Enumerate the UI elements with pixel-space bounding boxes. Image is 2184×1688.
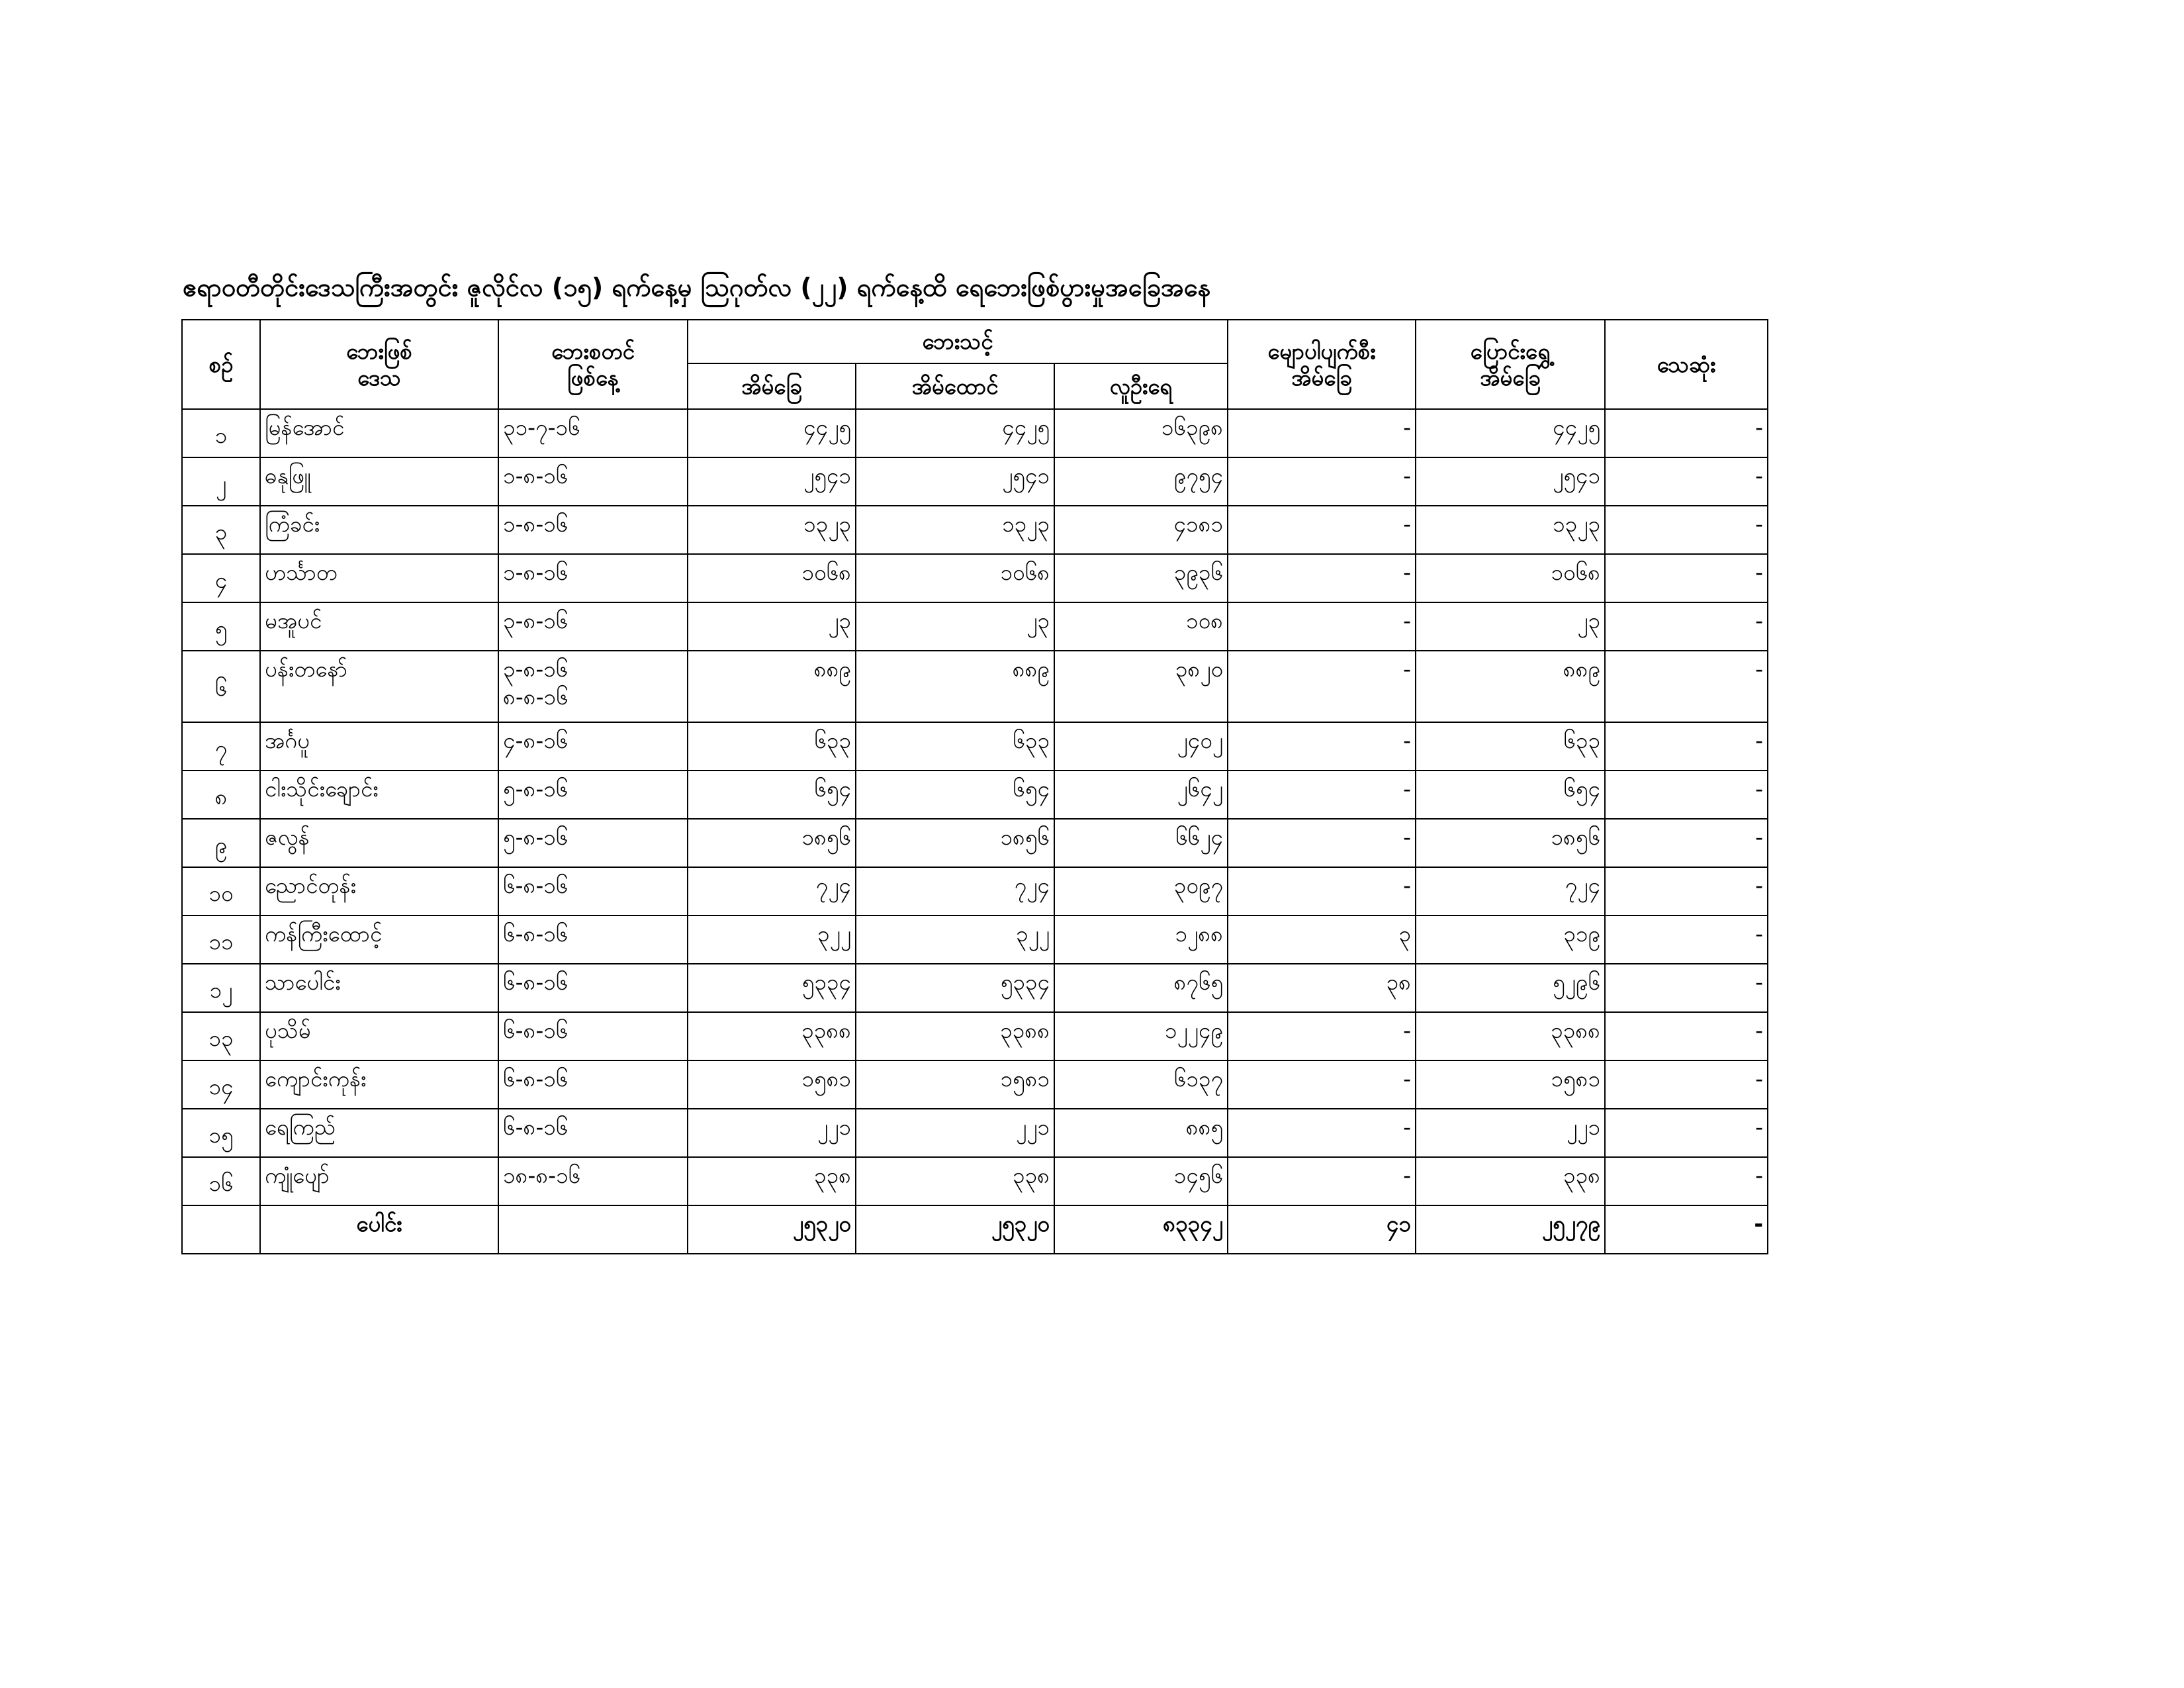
header-lost-houses: [1228, 320, 1416, 409]
cell-no: ၁၄: [182, 1060, 260, 1109]
cell-date: ၃၁-၇-၁၆: [498, 409, 688, 457]
cell-lost: -: [1228, 457, 1416, 506]
table-row: [182, 651, 1768, 722]
cell-no: ၄: [182, 554, 260, 602]
header-deaths: သေဆုံး: [1605, 320, 1768, 409]
cell-date: [498, 651, 688, 722]
cell-families: ၁၈၅၆: [856, 819, 1054, 867]
table-row: [182, 602, 1768, 651]
cell-no: ၂: [182, 457, 260, 506]
header-no: စဥ်: [182, 320, 260, 409]
cell-families: ၇၂၄: [856, 867, 1054, 915]
total-moved: ၂၅၂၇၉: [1416, 1205, 1605, 1254]
cell-date-empty: [498, 1205, 688, 1254]
cell-moved: ၆၃၃: [1416, 722, 1605, 771]
cell-lost: -: [1228, 554, 1416, 602]
cell-households: ၂၃: [688, 602, 856, 651]
header-area-line2: ဒေသ: [357, 364, 401, 391]
cell-lost: -: [1228, 651, 1416, 722]
cell-moved: ၁၈၅၆: [1416, 819, 1605, 867]
cell-households: ၂၅၄၁: [688, 457, 856, 506]
cell-population: ၁၂၈၈: [1054, 915, 1228, 964]
total-row: [182, 1205, 1768, 1254]
cell-families: ၆၃၃: [856, 722, 1054, 771]
cell-no: ၇: [182, 722, 260, 771]
cell-area: ညောင်တုန်း: [260, 867, 498, 915]
cell-families: ၂၃: [856, 602, 1054, 651]
cell-lost: -: [1228, 1109, 1416, 1157]
cell-households: ၂၂၁: [688, 1109, 856, 1157]
header-area-line1: ဘေးဖြစ်: [346, 338, 412, 364]
cell-deaths: -: [1605, 819, 1768, 867]
cell-moved: ၃၃၈: [1416, 1157, 1605, 1205]
cell-lost: -: [1228, 1012, 1416, 1060]
cell-lost: -: [1228, 506, 1416, 554]
cell-population: ၆၁၃၇: [1054, 1060, 1228, 1109]
cell-families: ၅၃၃၄: [856, 964, 1054, 1012]
cell-households: ၈၈၉: [688, 651, 856, 722]
cell-area: ကြံခင်း: [260, 506, 498, 554]
cell-deaths: -: [1605, 1060, 1768, 1109]
cell-population: ၆၆၂၄: [1054, 819, 1228, 867]
cell-households: ၆၅၄: [688, 771, 856, 819]
cell-area: ပန်းတနော်: [260, 651, 498, 722]
cell-households: ၃၃၈: [688, 1157, 856, 1205]
cell-families: ၆၅၄: [856, 771, 1054, 819]
cell-deaths: -: [1605, 1157, 1768, 1205]
table-row: [182, 964, 1768, 1012]
cell-households: ၃၃၈၈: [688, 1012, 856, 1060]
header-lost-line1: မျောပါပျက်စီး: [1267, 338, 1376, 364]
cell-no-empty: [182, 1205, 260, 1254]
cell-deaths: -: [1605, 651, 1768, 722]
cell-lost: -: [1228, 722, 1416, 771]
cell-families: ၃၃၈: [856, 1157, 1054, 1205]
cell-moved: ၃၁၉: [1416, 915, 1605, 964]
cell-date: ၄-၈-၁၆: [498, 722, 688, 771]
cell-date: ၆-၈-၁၆: [498, 1109, 688, 1157]
cell-deaths: -: [1605, 506, 1768, 554]
header-moved-houses: [1416, 320, 1605, 409]
cell-households: ၁၀၆၈: [688, 554, 856, 602]
cell-moved: ၈၈၉: [1416, 651, 1605, 722]
total-deaths: -: [1605, 1205, 1768, 1254]
header-start-line2: ဖြစ်နေ့: [567, 364, 619, 391]
cell-deaths: -: [1605, 771, 1768, 819]
cell-moved: ၅၂၉၆: [1416, 964, 1605, 1012]
cell-population: ၈၇၆၅: [1054, 964, 1228, 1012]
cell-date: ၆-၈-၁၆: [498, 1060, 688, 1109]
cell-moved: ၄၄၂၅: [1416, 409, 1605, 457]
cell-households: ၆၃၃: [688, 722, 856, 771]
cell-date: ၆-၈-၁၆: [498, 867, 688, 915]
cell-no: ၈: [182, 771, 260, 819]
cell-date: ၁၈-၈-၁၆: [498, 1157, 688, 1205]
cell-deaths: -: [1605, 964, 1768, 1012]
cell-deaths: -: [1605, 409, 1768, 457]
cell-date: ၁-၈-၁၆: [498, 457, 688, 506]
total-families: ၂၅၃၂၀: [856, 1205, 1054, 1254]
cell-area: ပုသိမ်: [260, 1012, 498, 1060]
cell-no: ၁: [182, 409, 260, 457]
cell-date: ၅-၈-၁၆: [498, 819, 688, 867]
table-row: [182, 722, 1768, 771]
cell-deaths: -: [1605, 1109, 1768, 1157]
cell-area: ရေကြည်: [260, 1109, 498, 1157]
cell-population: ၁၆၃၉၈: [1054, 409, 1228, 457]
cell-area: ကန်ကြီးထောင့်: [260, 915, 498, 964]
cell-families: ၃၂၂: [856, 915, 1054, 964]
cell-no: ၁၂: [182, 964, 260, 1012]
header-families: အိမ်ထောင်: [856, 363, 1054, 409]
cell-moved: ၁၅၈၁: [1416, 1060, 1605, 1109]
cell-no: ၉: [182, 819, 260, 867]
cell-area: အင်္ဂပူ: [260, 722, 498, 771]
table-row: [182, 771, 1768, 819]
cell-no: ၁၃: [182, 1012, 260, 1060]
cell-households: ၁၃၂၃: [688, 506, 856, 554]
cell-area: သာပေါင်း: [260, 964, 498, 1012]
cell-date: ၁-၈-၁၆: [498, 554, 688, 602]
cell-population: ၃၀၉၇: [1054, 867, 1228, 915]
header-row-1: [182, 320, 1768, 363]
cell-moved: ၂၃: [1416, 602, 1605, 651]
cell-deaths: -: [1605, 722, 1768, 771]
header-moved-line1: ပြောင်းရွှေ့: [1470, 338, 1551, 364]
cell-date-line2: ၈-၈-၁၆: [503, 684, 569, 710]
cell-population: ၂၄၀၂: [1054, 722, 1228, 771]
total-lost: ၄၁: [1228, 1205, 1416, 1254]
cell-lost: -: [1228, 1060, 1416, 1109]
cell-area: ဇလွန်: [260, 819, 498, 867]
cell-households: ၁၅၈၁: [688, 1060, 856, 1109]
cell-deaths: -: [1605, 1012, 1768, 1060]
cell-families: ၄၄၂၅: [856, 409, 1054, 457]
cell-moved: ၃၃၈၈: [1416, 1012, 1605, 1060]
table-row: [182, 554, 1768, 602]
cell-date: ၁-၈-၁၆: [498, 506, 688, 554]
cell-no: ၅: [182, 602, 260, 651]
cell-area: မအူပင်: [260, 602, 498, 651]
cell-lost: ၃၈: [1228, 964, 1416, 1012]
cell-lost: -: [1228, 771, 1416, 819]
table-row: [182, 867, 1768, 915]
cell-moved: ၇၂၄: [1416, 867, 1605, 915]
table-row: [182, 819, 1768, 867]
cell-date: ၆-၈-၁၆: [498, 915, 688, 964]
cell-population: ၁၂၂၄၉: [1054, 1012, 1228, 1060]
cell-no: ၆: [182, 651, 260, 722]
cell-area: ဟင်္သာတ: [260, 554, 498, 602]
cell-area: ကျုံပျော်: [260, 1157, 498, 1205]
cell-population: ၁၀၈: [1054, 602, 1228, 651]
cell-population: ၈၈၅: [1054, 1109, 1228, 1157]
cell-families: ၃၃၈၈: [856, 1012, 1054, 1060]
cell-deaths: -: [1605, 457, 1768, 506]
cell-area: မြန်အောင်: [260, 409, 498, 457]
cell-families: ၁၅၈၁: [856, 1060, 1054, 1109]
cell-date: ၅-၈-၁၆: [498, 771, 688, 819]
cell-date: ၆-၈-၁၆: [498, 1012, 688, 1060]
cell-lost: -: [1228, 819, 1416, 867]
page-title: ဧရာဝတီတိုင်းဒေသကြီးအတွင်း ဇူလိုင်လ (၁၅) ရက်နေ့မှ ဩဂုတ်လ (၂၂) ရက်နေ့ထိ ရေဘေးဖြစ်ပွားမှုအခြေအနေ: [183, 273, 1211, 302]
cell-moved: ၆၅၄: [1416, 771, 1605, 819]
cell-deaths: -: [1605, 915, 1768, 964]
cell-population: ၁၄၅၆: [1054, 1157, 1228, 1205]
cell-no: ၁၅: [182, 1109, 260, 1157]
header-moved-line2: အိမ်ခြေ: [1480, 364, 1541, 391]
header-affected: ဘေးသင့်: [688, 320, 1228, 363]
cell-deaths: -: [1605, 554, 1768, 602]
cell-deaths: -: [1605, 867, 1768, 915]
cell-households: ၄၄၂၅: [688, 409, 856, 457]
cell-moved: ၂၅၄၁: [1416, 457, 1605, 506]
total-households: ၂၅၃၂၀: [688, 1205, 856, 1254]
cell-no: ၁၀: [182, 867, 260, 915]
cell-families: ၂၅၄၁: [856, 457, 1054, 506]
cell-moved: ၁၃၂၃: [1416, 506, 1605, 554]
flood-status-table: [181, 319, 1768, 1254]
table-row: [182, 506, 1768, 554]
table-row: [182, 1109, 1768, 1157]
cell-date: ၃-၈-၁၆: [498, 602, 688, 651]
table-row: [182, 1060, 1768, 1109]
cell-lost: ၃: [1228, 915, 1416, 964]
cell-lost: -: [1228, 409, 1416, 457]
cell-population: ၄၁၈၁: [1054, 506, 1228, 554]
cell-no: ၁၁: [182, 915, 260, 964]
cell-lost: -: [1228, 867, 1416, 915]
table-row: [182, 409, 1768, 457]
cell-households: ၅၃၃၄: [688, 964, 856, 1012]
cell-families: ၁၃၂၃: [856, 506, 1054, 554]
table-row: [182, 457, 1768, 506]
table-row: [182, 915, 1768, 964]
cell-no: ၁၆: [182, 1157, 260, 1205]
header-population: လူဦးရေ: [1054, 363, 1228, 409]
header-start-line1: ဘေးစတင်: [551, 338, 635, 364]
cell-families: ၂၂၁: [856, 1109, 1054, 1157]
cell-population: ၂၆၄၂: [1054, 771, 1228, 819]
cell-households: ၇၂၄: [688, 867, 856, 915]
cell-population: ၃၈၂၀: [1054, 651, 1228, 722]
cell-families: ၈၈၉: [856, 651, 1054, 722]
cell-area: ငါးသိုင်းချောင်း: [260, 771, 498, 819]
header-lost-line2: အိမ်ခြေ: [1291, 364, 1352, 391]
header-start-date: [498, 320, 688, 409]
cell-population: ၉၇၅၄: [1054, 457, 1228, 506]
header-households: အိမ်ခြေ: [688, 363, 856, 409]
cell-area: ကျောင်းကုန်း: [260, 1060, 498, 1109]
cell-area: ဓနုဖြူ: [260, 457, 498, 506]
table-row: [182, 1012, 1768, 1060]
table-row: [182, 1157, 1768, 1205]
total-population: ၈၃၃၄၂: [1054, 1205, 1228, 1254]
header-area: [260, 320, 498, 409]
cell-households: ၃၂၂: [688, 915, 856, 964]
cell-families: ၁၀၆၈: [856, 554, 1054, 602]
cell-population: ၃၉၃၆: [1054, 554, 1228, 602]
cell-lost: -: [1228, 602, 1416, 651]
cell-date-line1: ၃-၈-၁၆: [503, 656, 569, 682]
cell-no: ၃: [182, 506, 260, 554]
cell-date: ၆-၈-၁၆: [498, 964, 688, 1012]
total-label: ပေါင်း: [260, 1205, 498, 1254]
cell-moved: ၂၂၁: [1416, 1109, 1605, 1157]
cell-moved: ၁၀၆၈: [1416, 554, 1605, 602]
cell-deaths: -: [1605, 602, 1768, 651]
cell-lost: -: [1228, 1157, 1416, 1205]
cell-households: ၁၈၅၆: [688, 819, 856, 867]
